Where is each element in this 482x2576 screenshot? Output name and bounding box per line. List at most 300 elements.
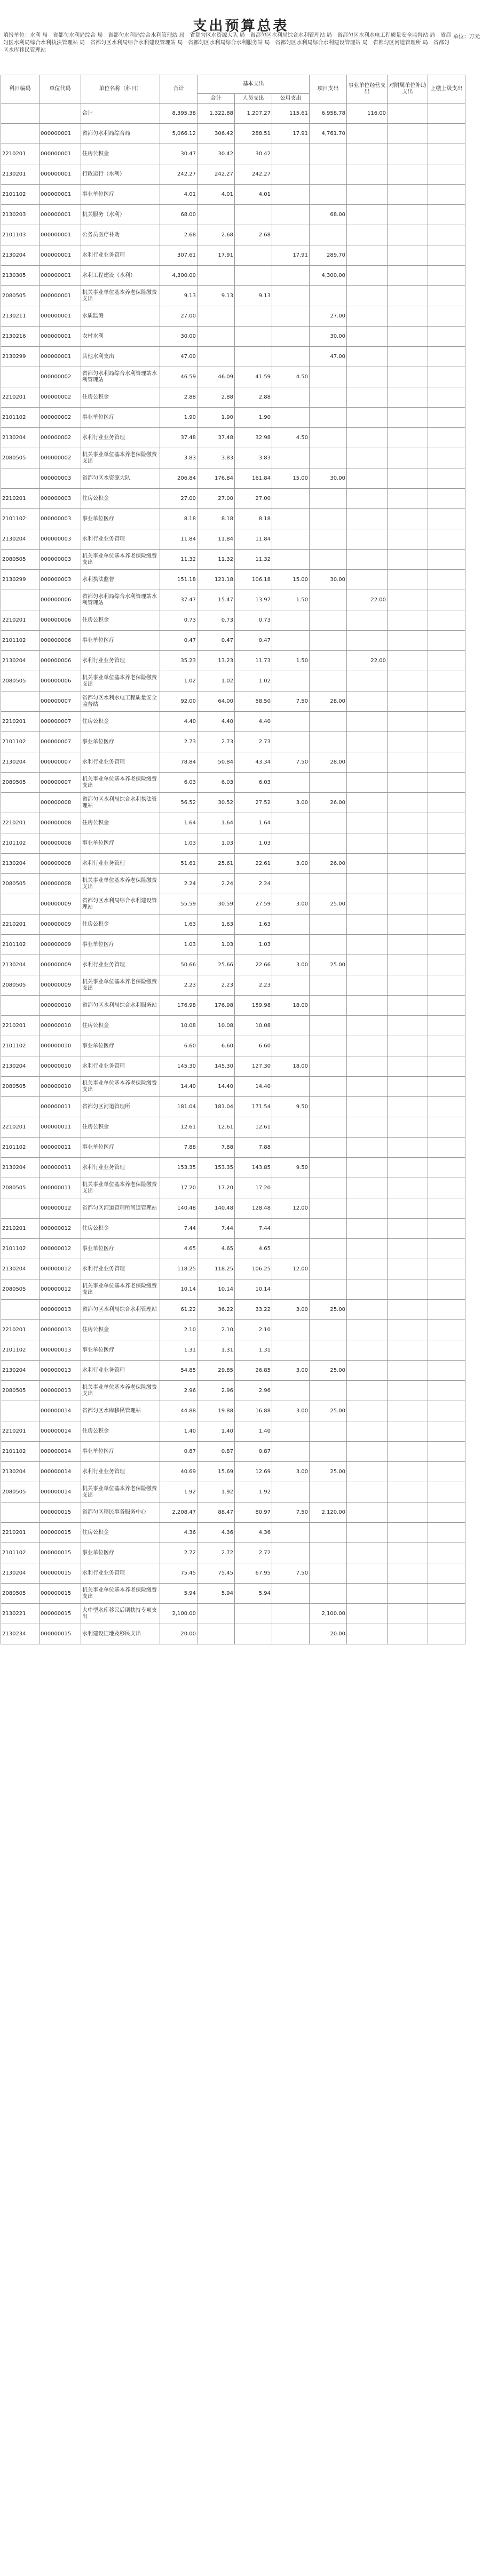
cell-enterprise <box>347 509 388 529</box>
cell-unit-code: 000000013 <box>39 1300 81 1320</box>
table-row <box>1 894 465 915</box>
header-project: 项目支出 <box>310 75 347 104</box>
cell-enterprise <box>347 1117 388 1138</box>
cell-unit-name: 省都匀区水利局综合水利服务站 <box>81 996 160 1016</box>
cell-subsidy <box>388 1219 428 1239</box>
cell-personnel: 58.50 <box>235 691 272 712</box>
cell-project: 25.00 <box>310 1300 347 1320</box>
cell-public: 1.50 <box>272 590 310 610</box>
cell-public: 3.00 <box>272 955 310 975</box>
cell-personnel <box>235 245 272 266</box>
cell-basic-sum: 2.68 <box>197 225 235 245</box>
cell-personnel: 0.73 <box>235 610 272 631</box>
cell-subject-code <box>1 1300 39 1320</box>
cell-subsidy <box>388 1097 428 1117</box>
cell-unit-name: 机关服务（水利） <box>81 205 160 225</box>
cell-basic-sum: 0.73 <box>197 610 235 631</box>
cell-unit-code: 000000015 <box>39 1523 81 1543</box>
cell-basic-sum: 2.73 <box>197 732 235 752</box>
cell-subsidy <box>388 874 428 894</box>
cell-superior <box>428 975 465 996</box>
cell-enterprise <box>347 894 388 915</box>
table-row <box>1 144 465 164</box>
cell-public: 17.91 <box>272 245 310 266</box>
cell-unit-code: 000000003 <box>39 489 81 509</box>
cell-personnel: 8.18 <box>235 509 272 529</box>
cell-personnel: 2.72 <box>235 1543 272 1563</box>
cell-enterprise <box>347 1624 388 1644</box>
cell-subsidy <box>388 1077 428 1097</box>
cell-enterprise <box>347 1016 388 1036</box>
cell-public <box>272 327 310 347</box>
cell-basic-sum: 1.64 <box>197 813 235 833</box>
cell-total: 92.00 <box>160 691 197 712</box>
table-row <box>1 367 465 387</box>
table-row <box>1 1584 465 1604</box>
cell-basic-sum: 1.63 <box>197 915 235 935</box>
cell-basic-sum: 75.45 <box>197 1563 235 1584</box>
cell-unit-name: 水利执法监督 <box>81 570 160 590</box>
cell-personnel: 4.01 <box>235 185 272 205</box>
cell-enterprise: 22.00 <box>347 651 388 671</box>
cell-subsidy <box>388 651 428 671</box>
cell-superior <box>428 1056 465 1077</box>
cell-unit-code: 000000015 <box>39 1604 81 1624</box>
cell-public: 3.00 <box>272 854 310 874</box>
cell-superior <box>428 1482 465 1502</box>
cell-personnel: 143.85 <box>235 1158 272 1178</box>
table-header <box>1 75 465 104</box>
cell-basic-sum: 19.88 <box>197 1401 235 1421</box>
cell-basic-sum <box>197 306 235 327</box>
cell-enterprise <box>347 915 388 935</box>
table-row <box>1 1300 465 1320</box>
table-body <box>1 104 465 1644</box>
cell-unit-name: 水利行业业务管理 <box>81 1158 160 1178</box>
cell-subject-code: 2080505 <box>1 1178 39 1198</box>
cell-subsidy <box>388 996 428 1016</box>
cell-personnel: 11.73 <box>235 651 272 671</box>
cell-public <box>272 1036 310 1056</box>
cell-subsidy <box>388 1198 428 1219</box>
cell-total: 20.00 <box>160 1624 197 1644</box>
cell-personnel: 17.20 <box>235 1178 272 1198</box>
cell-total: 12.61 <box>160 1117 197 1138</box>
cell-basic-sum: 30.42 <box>197 144 235 164</box>
table-row <box>1 286 465 306</box>
cell-total: 1.64 <box>160 813 197 833</box>
cell-unit-code: 000000013 <box>39 1361 81 1381</box>
cell-personnel: 5.94 <box>235 1584 272 1604</box>
table-row <box>1 1158 465 1178</box>
cell-total: 2,208.47 <box>160 1502 197 1523</box>
cell-subject-code: 2210201 <box>1 1219 39 1239</box>
cell-total: 2.10 <box>160 1320 197 1340</box>
cell-unit-name: 事业单位医疗 <box>81 631 160 651</box>
cell-project <box>310 1178 347 1198</box>
cell-project <box>310 1421 347 1442</box>
cell-unit-name: 机关事业单位基本养老保险缴费支出 <box>81 874 160 894</box>
cell-subsidy <box>388 1300 428 1320</box>
cell-subject-code: 2210201 <box>1 144 39 164</box>
cell-unit-code: 000000015 <box>39 1543 81 1563</box>
cell-basic-sum: 17.91 <box>197 245 235 266</box>
cell-unit-code: 000000003 <box>39 529 81 550</box>
cell-project: 27.00 <box>310 306 347 327</box>
cell-project: 28.00 <box>310 691 347 712</box>
cell-personnel: 4.36 <box>235 1523 272 1543</box>
cell-basic-sum <box>197 205 235 225</box>
cell-subsidy <box>388 732 428 752</box>
cell-subject-code: 2101102 <box>1 1543 39 1563</box>
cell-personnel: 2.96 <box>235 1381 272 1401</box>
cell-public: 12.00 <box>272 1198 310 1219</box>
cell-project <box>310 1219 347 1239</box>
cell-subsidy <box>388 1361 428 1381</box>
table-row <box>1 752 465 773</box>
cell-unit-code: 000000014 <box>39 1442 81 1462</box>
cell-superior <box>428 306 465 327</box>
cell-public <box>272 1178 310 1198</box>
cell-total: 14.40 <box>160 1077 197 1097</box>
cell-public <box>272 1584 310 1604</box>
cell-enterprise <box>347 1320 388 1340</box>
cell-subsidy <box>388 164 428 185</box>
cell-enterprise <box>347 1462 388 1482</box>
cell-total: 55.59 <box>160 894 197 915</box>
cell-personnel: 7.88 <box>235 1138 272 1158</box>
cell-project: 68.00 <box>310 205 347 225</box>
cell-enterprise <box>347 793 388 813</box>
cell-unit-code: 000000010 <box>39 1016 81 1036</box>
table-row <box>1 468 465 489</box>
cell-basic-sum: 0.87 <box>197 1442 235 1462</box>
cell-basic-sum: 12.61 <box>197 1117 235 1138</box>
cell-unit-name: 机关事业单位基本养老保险缴费支出 <box>81 1482 160 1502</box>
table-row <box>1 1361 465 1381</box>
cell-unit-code: 000000003 <box>39 550 81 570</box>
cell-personnel: 106.25 <box>235 1259 272 1279</box>
table-row <box>1 1016 465 1036</box>
cell-subsidy <box>388 185 428 205</box>
cell-subsidy <box>388 1320 428 1340</box>
table-row <box>1 773 465 793</box>
header-basic-sum: 合计 <box>197 94 235 104</box>
cell-enterprise <box>347 610 388 631</box>
cell-public <box>272 387 310 408</box>
cell-subsidy <box>388 935 428 955</box>
cell-superior <box>428 124 465 144</box>
cell-basic-sum: 176.98 <box>197 996 235 1016</box>
cell-superior <box>428 1523 465 1543</box>
cell-superior <box>428 1219 465 1239</box>
cell-superior <box>428 164 465 185</box>
cell-basic-sum: 64.00 <box>197 691 235 712</box>
table-row <box>1 245 465 266</box>
header-enterprise: 事业单位经营支出 <box>347 75 388 104</box>
cell-unit-code: 000000008 <box>39 813 81 833</box>
cell-enterprise <box>347 266 388 286</box>
cell-total: 0.87 <box>160 1442 197 1462</box>
cell-personnel: 22.61 <box>235 854 272 874</box>
cell-enterprise <box>347 205 388 225</box>
cell-public: 9.50 <box>272 1158 310 1178</box>
cell-personnel: 27.00 <box>235 489 272 509</box>
cell-unit-name: 住房公积金 <box>81 1219 160 1239</box>
cell-public <box>272 1421 310 1442</box>
cell-unit-code: 000000008 <box>39 874 81 894</box>
cell-basic-sum <box>197 347 235 367</box>
cell-subject-code: 2130221 <box>1 1604 39 1624</box>
cell-total: 1.92 <box>160 1482 197 1502</box>
cell-personnel: 242.27 <box>235 164 272 185</box>
cell-project: 2,120.00 <box>310 1502 347 1523</box>
table-row <box>1 1138 465 1158</box>
cell-personnel: 128.48 <box>235 1198 272 1219</box>
cell-enterprise <box>347 833 388 854</box>
cell-superior <box>428 489 465 509</box>
cell-basic-sum: 88.47 <box>197 1502 235 1523</box>
cell-unit-code: 000000015 <box>39 1584 81 1604</box>
cell-superior <box>428 286 465 306</box>
cell-basic-sum: 1.03 <box>197 935 235 955</box>
cell-subject-code: 2130204 <box>1 854 39 874</box>
cell-personnel <box>235 347 272 367</box>
cell-enterprise <box>347 691 388 712</box>
cell-enterprise <box>347 773 388 793</box>
cell-public <box>272 1077 310 1097</box>
cell-subject-code: 2101102 <box>1 185 39 205</box>
cell-personnel: 26.85 <box>235 1361 272 1381</box>
cell-enterprise <box>347 813 388 833</box>
cell-subject-code: 2210201 <box>1 610 39 631</box>
cell-subject-code <box>1 894 39 915</box>
cell-personnel <box>235 1604 272 1624</box>
cell-enterprise <box>347 468 388 489</box>
cell-superior <box>428 1442 465 1462</box>
cell-total: 2.24 <box>160 874 197 894</box>
cell-unit-code: 000000010 <box>39 1077 81 1097</box>
cell-total: 307.61 <box>160 245 197 266</box>
cell-subsidy <box>388 813 428 833</box>
table-row <box>1 975 465 996</box>
cell-total: 140.48 <box>160 1198 197 1219</box>
cell-basic-sum <box>197 1624 235 1644</box>
cell-unit-code: 000000001 <box>39 124 81 144</box>
cell-public <box>272 489 310 509</box>
table-row <box>1 833 465 854</box>
cell-subject-code: 2130204 <box>1 1462 39 1482</box>
cell-superior <box>428 1421 465 1442</box>
cell-personnel: 67.95 <box>235 1563 272 1584</box>
cell-public: 3.00 <box>272 1462 310 1482</box>
cell-subsidy <box>388 752 428 773</box>
cell-enterprise <box>347 1543 388 1563</box>
cell-subject-code: 2101102 <box>1 509 39 529</box>
cell-subject-code: 2101102 <box>1 1340 39 1361</box>
cell-enterprise <box>347 1300 388 1320</box>
cell-project: 2,100.00 <box>310 1604 347 1624</box>
cell-subject-code: 2080505 <box>1 1482 39 1502</box>
cell-personnel: 80.97 <box>235 1502 272 1523</box>
cell-subsidy <box>388 1279 428 1300</box>
table-row <box>1 996 465 1016</box>
table-row <box>1 1381 465 1401</box>
cell-total: 2.96 <box>160 1381 197 1401</box>
cell-unit-code: 000000003 <box>39 509 81 529</box>
cell-subsidy <box>388 1523 428 1543</box>
cell-total: 11.32 <box>160 550 197 570</box>
cell-subsidy <box>388 1563 428 1584</box>
cell-superior <box>428 894 465 915</box>
cell-personnel: 1,207.27 <box>235 104 272 124</box>
cell-subsidy <box>388 509 428 529</box>
table-row <box>1 1219 465 1239</box>
table-row <box>1 1502 465 1523</box>
cell-superior <box>428 773 465 793</box>
cell-total: 5.94 <box>160 1584 197 1604</box>
cell-project <box>310 1077 347 1097</box>
cell-unit-code: 000000010 <box>39 1056 81 1077</box>
cell-unit-name: 事业单位医疗 <box>81 185 160 205</box>
table-row <box>1 1421 465 1442</box>
cell-enterprise <box>347 124 388 144</box>
cell-superior <box>428 732 465 752</box>
cell-total: 68.00 <box>160 205 197 225</box>
cell-public: 4.50 <box>272 428 310 448</box>
cell-unit-name: 机关事业单位基本养老保险缴费支出 <box>81 448 160 468</box>
cell-basic-sum: 242.27 <box>197 164 235 185</box>
table-row <box>1 712 465 732</box>
table-row <box>1 651 465 671</box>
cell-subsidy <box>388 833 428 854</box>
cell-subject-code: 2130204 <box>1 651 39 671</box>
cell-public <box>272 1381 310 1401</box>
cell-basic-sum: 181.04 <box>197 1097 235 1117</box>
cell-personnel <box>235 327 272 347</box>
cell-superior <box>428 955 465 975</box>
cell-superior <box>428 1239 465 1259</box>
cell-total: 1.02 <box>160 671 197 691</box>
cell-subject-code: 2101102 <box>1 1036 39 1056</box>
budget-table <box>1 75 465 1644</box>
cell-superior <box>428 266 465 286</box>
cell-project <box>310 1036 347 1056</box>
cell-superior <box>428 1158 465 1178</box>
cell-enterprise: 22.00 <box>347 590 388 610</box>
cell-enterprise <box>347 367 388 387</box>
cell-subject-code: 2130299 <box>1 347 39 367</box>
cell-subsidy <box>388 1543 428 1563</box>
cell-personnel: 9.13 <box>235 286 272 306</box>
cell-subsidy <box>388 550 428 570</box>
cell-superior <box>428 1259 465 1279</box>
cell-unit-code: 000000012 <box>39 1239 81 1259</box>
cell-subsidy <box>388 1056 428 1077</box>
cell-total: 3.83 <box>160 448 197 468</box>
cell-unit-name: 水利行业业务管理 <box>81 1056 160 1077</box>
cell-basic-sum: 145.30 <box>197 1056 235 1077</box>
cell-project: 25.00 <box>310 1462 347 1482</box>
cell-total: 5,066.12 <box>160 124 197 144</box>
cell-personnel: 1.03 <box>235 935 272 955</box>
cell-subsidy <box>388 1584 428 1604</box>
cell-unit-name: 大中型水库移民后期扶持专项支出 <box>81 1604 160 1624</box>
cell-total: 35.23 <box>160 651 197 671</box>
cell-unit-code: 000000011 <box>39 1097 81 1117</box>
cell-basic-sum: 2.72 <box>197 1543 235 1563</box>
cell-public <box>272 1604 310 1624</box>
cell-subject-code: 2101102 <box>1 1442 39 1462</box>
cell-project <box>310 1543 347 1563</box>
cell-project: 30.00 <box>310 327 347 347</box>
cell-superior <box>428 1563 465 1584</box>
cell-unit-name: 住房公积金 <box>81 144 160 164</box>
cell-basic-sum <box>197 1604 235 1624</box>
cell-public <box>272 975 310 996</box>
cell-unit-code: 000000015 <box>39 1502 81 1523</box>
cell-superior <box>428 1077 465 1097</box>
cell-project <box>310 671 347 691</box>
cell-personnel <box>235 306 272 327</box>
cell-subject-code: 2130204 <box>1 428 39 448</box>
cell-basic-sum: 50.84 <box>197 752 235 773</box>
cell-enterprise <box>347 408 388 428</box>
cell-unit-name: 事业单位医疗 <box>81 833 160 854</box>
cell-personnel: 14.40 <box>235 1077 272 1097</box>
cell-project: 25.00 <box>310 1401 347 1421</box>
cell-project <box>310 1482 347 1502</box>
cell-subsidy <box>388 347 428 367</box>
cell-unit-code: 000000013 <box>39 1340 81 1361</box>
cell-enterprise <box>347 631 388 651</box>
cell-unit-name: 公务员医疗补助 <box>81 225 160 245</box>
cell-subsidy <box>388 428 428 448</box>
cell-project <box>310 489 347 509</box>
table-row <box>1 347 465 367</box>
cell-unit-name: 事业单位医疗 <box>81 732 160 752</box>
cell-superior <box>428 408 465 428</box>
cell-project <box>310 1523 347 1543</box>
table-row <box>1 1604 465 1624</box>
cell-subsidy <box>388 631 428 651</box>
cell-enterprise <box>347 286 388 306</box>
cell-total: 2.68 <box>160 225 197 245</box>
cell-basic-sum: 25.66 <box>197 955 235 975</box>
table-row <box>1 185 465 205</box>
cell-unit-code: 000000009 <box>39 975 81 996</box>
cell-total: 1.90 <box>160 408 197 428</box>
cell-subject-code: 2130204 <box>1 1056 39 1077</box>
cell-subsidy <box>388 306 428 327</box>
cell-personnel: 27.52 <box>235 793 272 813</box>
cell-unit-code: 000000001 <box>39 306 81 327</box>
cell-unit-code: 000000006 <box>39 590 81 610</box>
cell-total: 8.18 <box>160 509 197 529</box>
cell-unit-name: 住房公积金 <box>81 387 160 408</box>
cell-unit-name: 水利行业业务管理 <box>81 1259 160 1279</box>
cell-subsidy <box>388 1117 428 1138</box>
table-row <box>1 1259 465 1279</box>
cell-subsidy <box>388 1442 428 1462</box>
table-row <box>1 570 465 590</box>
cell-unit-code: 000000008 <box>39 854 81 874</box>
cell-unit-code: 000000001 <box>39 205 81 225</box>
cell-subject-code: 2210201 <box>1 1320 39 1340</box>
cell-unit-name: 省都匀水利局综合水利管理站水利管理站 <box>81 590 160 610</box>
cell-project <box>310 428 347 448</box>
cell-superior <box>428 529 465 550</box>
